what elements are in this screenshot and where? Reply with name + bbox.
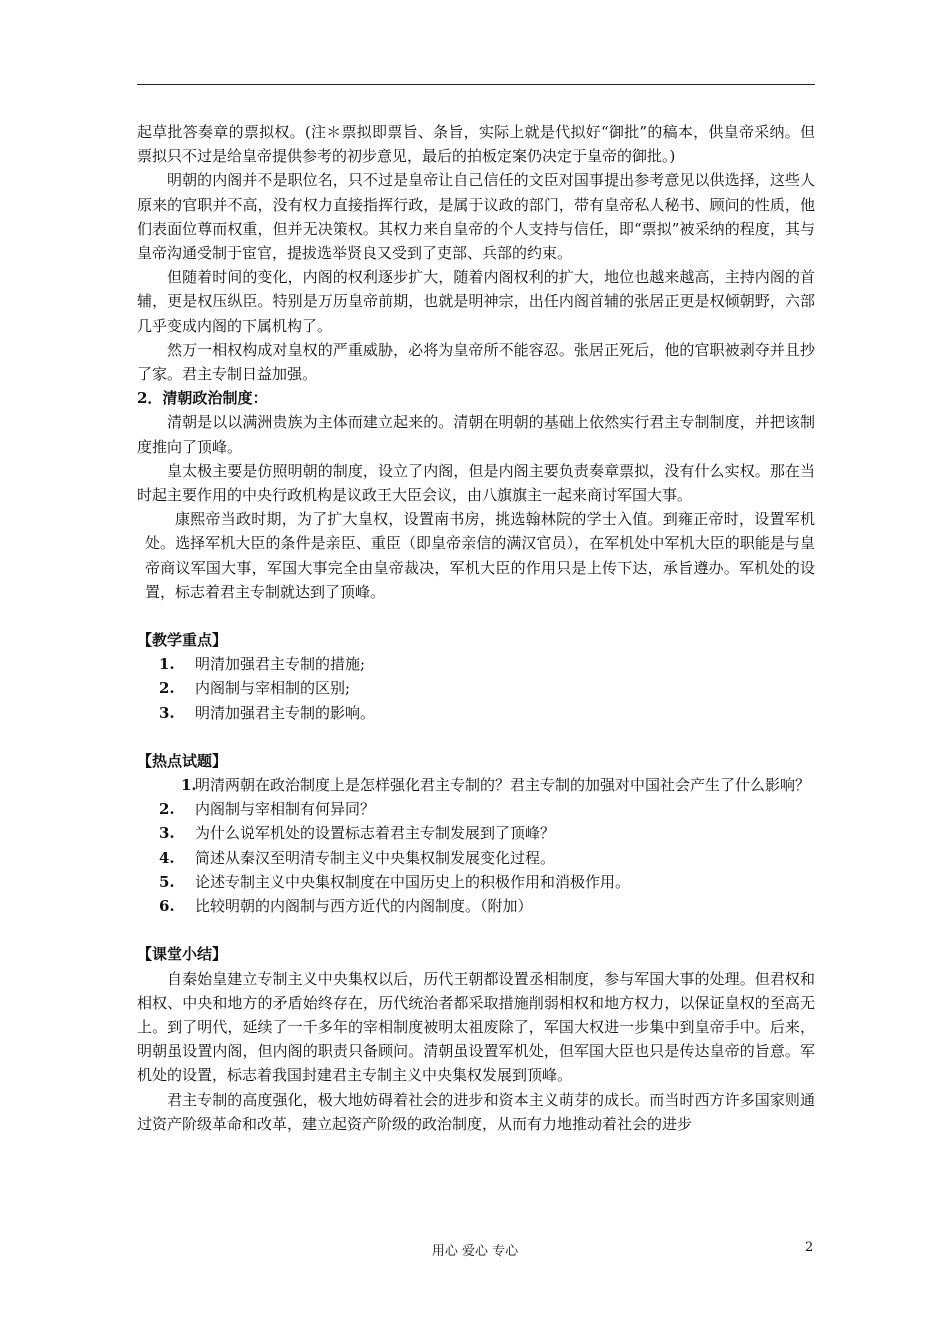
paragraph-grand-council: 康熙帝当政时期，为了扩大皇权，设置南书房，挑选翰林院的学士入值。到雍正帝时，设置军机处。选择军机大臣的条件是亲臣、重臣（即皇帝亲信的满汉官员），在军机处中军机大臣的职能是与皇帝商议军国大事，军国大事完全由皇帝裁决，军机大臣的作用只是上传下达，承旨遵办。军机处的设置，标志着君主专制就达到了顶峰。: [145, 510, 815, 601]
list-item: 3. 明清加强君主专制的影响。: [159, 703, 376, 722]
paragraph-summary-1: 自秦始皇建立专制主义中央集权以后，历代王朝都设置丞相制度，参与军国大事的处理。但君权和相权、中央和地方的矛盾始终存在，历代统治者都采取措施削弱相权和地方权力，以保证皇权的至高无上。到了明代，延续了一千多年的宰相制度被明太祖废除了，军国大权进一步集中到皇帝手中。后来，明朝虽设置内阁，但内阁的职责只备顾问。清朝虽设置军机处，但军国大臣也只是传达皇帝的旨意。军机处的设置，标志着我国封建君主专制主义中央集权发展到顶峰。: [137, 969, 815, 1085]
list-item: 2. 内阁制与宰相制有何异同？: [159, 800, 376, 819]
teaching-focus-list: [137, 652, 815, 725]
paragraph-ming-cabinet: 明朝的内阁并不是职位名，只不过是皇帝让自己信任的文臣对国事提出参考意见以供选择，这些人原来的官职并不高，没有权力直接指挥行政，是属于议政的部门，带有皇帝私人秘书、顾问的性质，他们表面位尊而权重，但并无决策权。其权力来自皇帝的个人支持与信任，即“票拟”被采纳的程度，其与皇帝沟通受制于宦官，提拔选举贤良又受到了吏部、兵部的约束。: [137, 171, 815, 263]
hot-questions-title: 【热点试题】: [137, 751, 228, 770]
paragraph-huangtaiji: 皇太极主要是仿照明朝的制度，设立了内阁，但是内阁主要负责奏章票拟，没有什么实权。那在当时起主要作用的中央行政机构是议政王大臣会议，由八旗旗主一起来商讨军国大事。: [137, 461, 815, 505]
paragraph-zhang-juzheng: 然万一相权构成对皇权的严重威胁，必将为皇帝所不能容忍。张居正死后，他的官职被剥夺并且抄了家。君主专制日益加强。: [137, 340, 815, 384]
paragraph-ticket-system: 起草批答奏章的票拟权。(注＊票拟即票旨、条旨，实际上就是代拟好“御批”的稿本，供皇帝采纳。但票拟只不过是给皇帝提供参考的初步意见，最后的拍板定案仍决定于皇帝的御批。): [137, 123, 815, 166]
summary-title: 【课堂小结】: [137, 945, 228, 964]
paragraph-qing-intro: 清朝是以以满洲贵族为主体而建立起来的。清朝在明朝的基础上依然实行君主专制制度，并把该制度推向了顶峰。: [137, 413, 815, 456]
list-item: 1.明清两朝在政治制度上是怎样强化君主专制的？君主专制的加强对中国社会产生了什么影响？: [181, 776, 811, 795]
list-item: 1. 明清加强君主专制的措施;: [159, 655, 366, 674]
document-body: [137, 120, 815, 1136]
header-rule: [137, 84, 815, 85]
list-item: 2. 内阁制与宰相制的区别;: [159, 679, 351, 698]
section-heading-qing: 2．清朝政治制度：: [137, 389, 268, 408]
footer-motto: 用心 爱心 专心: [431, 1244, 519, 1259]
hot-questions-list: [137, 773, 815, 918]
teaching-focus-title: 【教学重点】: [137, 631, 228, 650]
paragraph-summary-2: 君主专制的高度强化，极大地妨碍着社会的进步和资本主义萌芽的成长。而当时西方许多国家则通过资产阶级革命和改革，建立起资产阶级的政治制度，从而有力地推动着社会的进步: [137, 1090, 815, 1133]
paragraph-cabinet-expansion: 但随着时间的变化，内阁的权利逐步扩大，随着内阁权利的扩大，地位也越来越高，主持内阁的首辅，更是权压纵臣。特别是万历皇帝前期，也就是明神宗，出任内阁首辅的张居正更是权倾朝野，六部几乎变成内阁的下属机构了。: [137, 268, 815, 335]
list-item: 6. 比较明朝的内阁制与西方近代的内阁制度。（附加）: [159, 897, 533, 916]
page-number: 2: [805, 1240, 814, 1255]
list-item: 5. 论述专制主义中央集权制度在中国历史上的积极作用和消极作用。: [159, 872, 631, 891]
list-item: 4. 简述从秦汉至明清专制主义中央集权制发展变化过程。: [159, 848, 556, 867]
list-item: 3. 为什么说军机处的设置标志着君主专制发展到了顶峰？: [159, 824, 556, 843]
